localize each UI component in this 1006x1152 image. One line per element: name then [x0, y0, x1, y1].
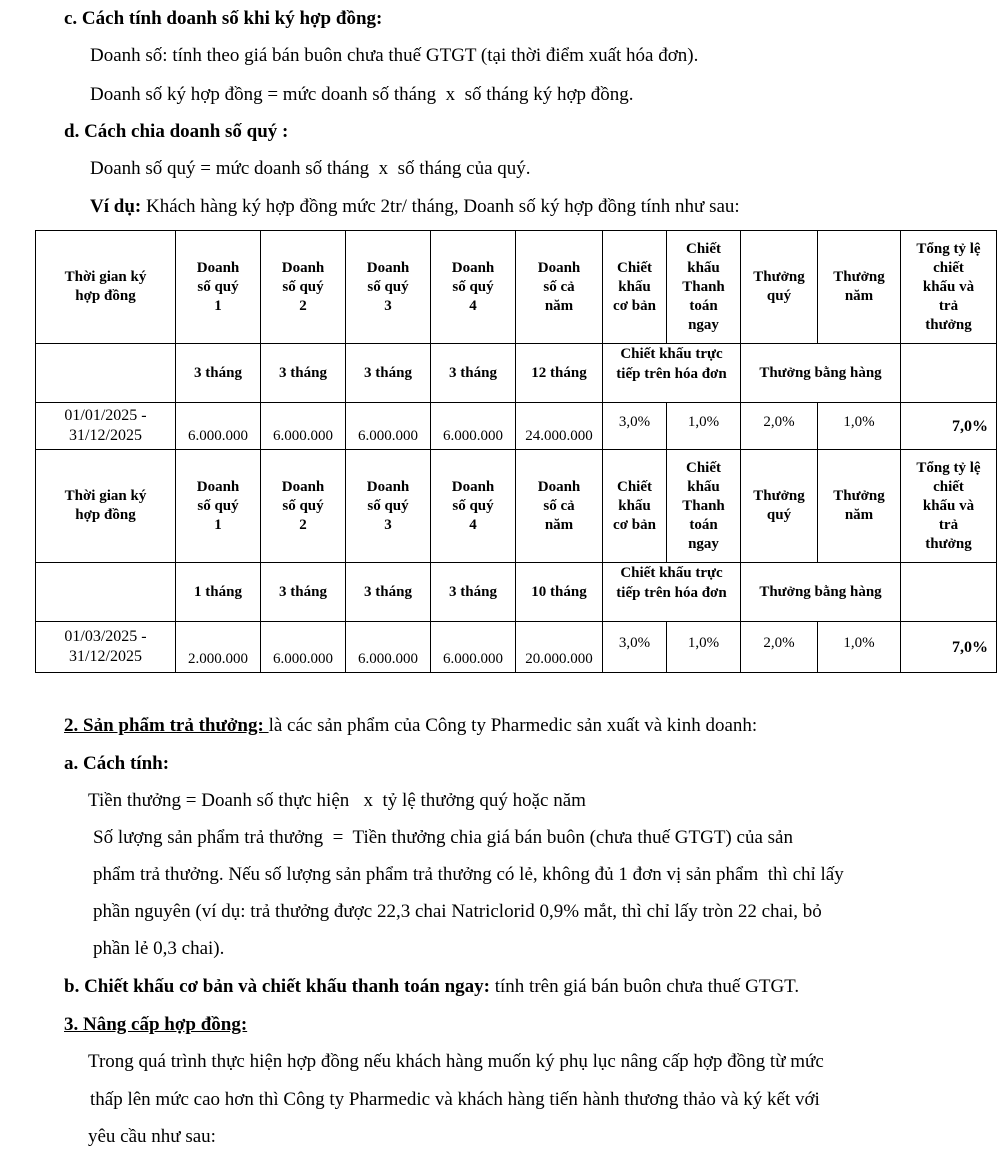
section-3-title-wrap: [64, 1014, 247, 1036]
months-year: 10 tháng: [516, 563, 603, 622]
header-total: Tổng tỷ lệ chiết khấu và trả thưởng: [901, 450, 997, 563]
months-q4: 3 tháng: [431, 563, 516, 622]
header-year: Doanh số cả năm: [516, 450, 603, 563]
value-q2: 6.000.000: [261, 622, 346, 673]
section-2-title-line: [64, 715, 757, 737]
header-q2: Doanh số quý 2: [261, 231, 346, 344]
value-q1: 2.000.000: [176, 622, 261, 673]
rate-quarter: 2,0%: [741, 403, 818, 450]
header-quarter-bonus: Thưởng quý: [741, 450, 818, 563]
section-2a-title: a. Cách tính:: [64, 753, 170, 774]
months-year: 12 tháng: [516, 344, 603, 403]
table-row: [36, 622, 997, 673]
value-q3: 6.000.000: [346, 403, 431, 450]
rate-year: 1,0%: [818, 622, 901, 673]
section-2b-text: tính trên giá bán buôn chưa thuế GTGT.: [490, 976, 800, 997]
value-q4: 6.000.000: [431, 622, 516, 673]
header-year: Doanh số cả năm: [516, 231, 603, 344]
value-q4: 6.000.000: [431, 403, 516, 450]
header-q3: Doanh số quý 3: [346, 231, 431, 344]
section-3-line-3: yêu cầu như sau:: [88, 1126, 216, 1147]
section-2-title: 2. Sản phẩm trả thưởng:: [64, 715, 269, 736]
section-3-title: 3. Nâng cấp hợp đồng:: [64, 1014, 248, 1035]
rate-pay: 1,0%: [667, 622, 741, 673]
section-2-title-rest: là các sản phẩm của Công ty Pharmedic sản xuất và kinh doanh:: [268, 715, 758, 736]
value-q1: 6.000.000: [176, 403, 261, 450]
section-c-line-2: Doanh số ký hợp đồng = mức doanh số tháng x số tháng ký hợp đồng.: [90, 84, 634, 105]
period-cell: 01/01/2025 - 31/12/2025: [36, 403, 176, 450]
header-basic-discount: Chiết khấu cơ bản: [603, 231, 667, 344]
value-year: 20.000.000: [516, 622, 603, 673]
header-year-bonus: Thưởng năm: [818, 450, 901, 563]
header-period: Thời gian ký hợp đồng: [36, 450, 176, 563]
section-d-title: d. Cách chia doanh số quý :: [64, 121, 289, 142]
header-q3: Doanh số quý 3: [346, 450, 431, 563]
header-pay-discount: Chiết khấu Thanh toán ngay: [667, 231, 741, 344]
months-q1: 1 tháng: [176, 563, 261, 622]
rate-total: 7,0%: [901, 622, 997, 673]
months-q1: 3 tháng: [176, 344, 261, 403]
header-q1: Doanh số quý 1: [176, 231, 261, 344]
header-period: Thời gian ký hợp đồng: [36, 231, 176, 344]
group-goods-bonus: Thưởng bằng hàng: [741, 344, 901, 403]
rate-quarter: 2,0%: [741, 622, 818, 673]
section-2b-title: b. Chiết khấu cơ bản và chiết khấu thanh toán ngay:: [64, 976, 490, 997]
months-q2: 3 tháng: [261, 563, 346, 622]
header-pay-discount: Chiết khấu Thanh toán ngay: [667, 450, 741, 563]
section-2a-line-4: phần nguyên (ví dụ: trả thưởng được 22,3 chai Natriclorid 0,9% mắt, thì chỉ lấy tròn 22 chai, bỏ: [93, 901, 822, 922]
header-q4: Doanh số quý 4: [431, 231, 516, 344]
period-cell: 01/03/2025 - 31/12/2025: [36, 622, 176, 673]
table-header-row: [36, 231, 997, 344]
months-q3: 3 tháng: [346, 344, 431, 403]
rate-pay: 1,0%: [667, 403, 741, 450]
header-q2: Doanh số quý 2: [261, 450, 346, 563]
section-2b-line: [64, 976, 799, 998]
table-months-row: [36, 563, 997, 622]
section-d-line-1: Doanh số quý = mức doanh số tháng x số tháng của quý.: [90, 158, 531, 179]
value-year: 24.000.000: [516, 403, 603, 450]
sales-table: [35, 230, 997, 673]
months-q2: 3 tháng: [261, 344, 346, 403]
months-q3: 3 tháng: [346, 563, 431, 622]
header-basic-discount: Chiết khấu cơ bản: [603, 450, 667, 563]
example-label: Ví dụ:: [90, 196, 142, 217]
rate-total: 7,0%: [901, 403, 997, 450]
value-q2: 6.000.000: [261, 403, 346, 450]
value-q3: 6.000.000: [346, 622, 431, 673]
table-header-row: [36, 450, 997, 563]
group-direct-discount: Chiết khấu trực tiếp trên hóa đơn: [603, 344, 741, 403]
group-direct-discount: Chiết khấu trực tiếp trên hóa đơn: [603, 563, 741, 622]
section-2a-line-5: phần lẻ 0,3 chai).: [93, 938, 225, 959]
header-quarter-bonus: Thưởng quý: [741, 231, 818, 344]
section-3-line-2: thấp lên mức cao hơn thì Công ty Pharmedic và khách hàng tiến hành thương thảo và ký kết với: [90, 1089, 820, 1110]
section-2a-line-2: Số lượng sản phẩm trả thưởng = Tiền thưởng chia giá bán buôn (chưa thuế GTGT) của sản: [93, 827, 793, 848]
table-months-row: [36, 344, 997, 403]
group-goods-bonus: Thưởng bằng hàng: [741, 563, 901, 622]
section-3-line-1: Trong quá trình thực hiện hợp đồng nếu khách hàng muốn ký phụ lục nâng cấp hợp đồng từ mức: [88, 1051, 824, 1072]
rate-basic: 3,0%: [603, 622, 667, 673]
section-2a-line-1: Tiền thưởng = Doanh số thực hiện x tỷ lệ thưởng quý hoặc năm: [88, 790, 586, 811]
rate-basic: 3,0%: [603, 403, 667, 450]
example-text: Khách hàng ký hợp đồng mức 2tr/ tháng, Doanh số ký hợp đồng tính như sau:: [141, 196, 740, 217]
header-q4: Doanh số quý 4: [431, 450, 516, 563]
section-c-line-1: Doanh số: tính theo giá bán buôn chưa thuế GTGT (tại thời điểm xuất hóa đơn).: [90, 45, 699, 66]
section-c-title: c. Cách tính doanh số khi ký hợp đồng:: [64, 8, 383, 29]
months-q4: 3 tháng: [431, 344, 516, 403]
header-year-bonus: Thưởng năm: [818, 231, 901, 344]
example-line: [90, 196, 740, 218]
rate-year: 1,0%: [818, 403, 901, 450]
header-q1: Doanh số quý 1: [176, 450, 261, 563]
table-row: [36, 403, 997, 450]
section-2a-line-3: phẩm trả thưởng. Nếu số lượng sản phẩm trả thưởng có lẻ, không đủ 1 đơn vị sản phẩm thì chỉ lấy: [93, 864, 844, 885]
header-total: Tổng tỷ lệ chiết khấu và trả thưởng: [901, 231, 997, 344]
